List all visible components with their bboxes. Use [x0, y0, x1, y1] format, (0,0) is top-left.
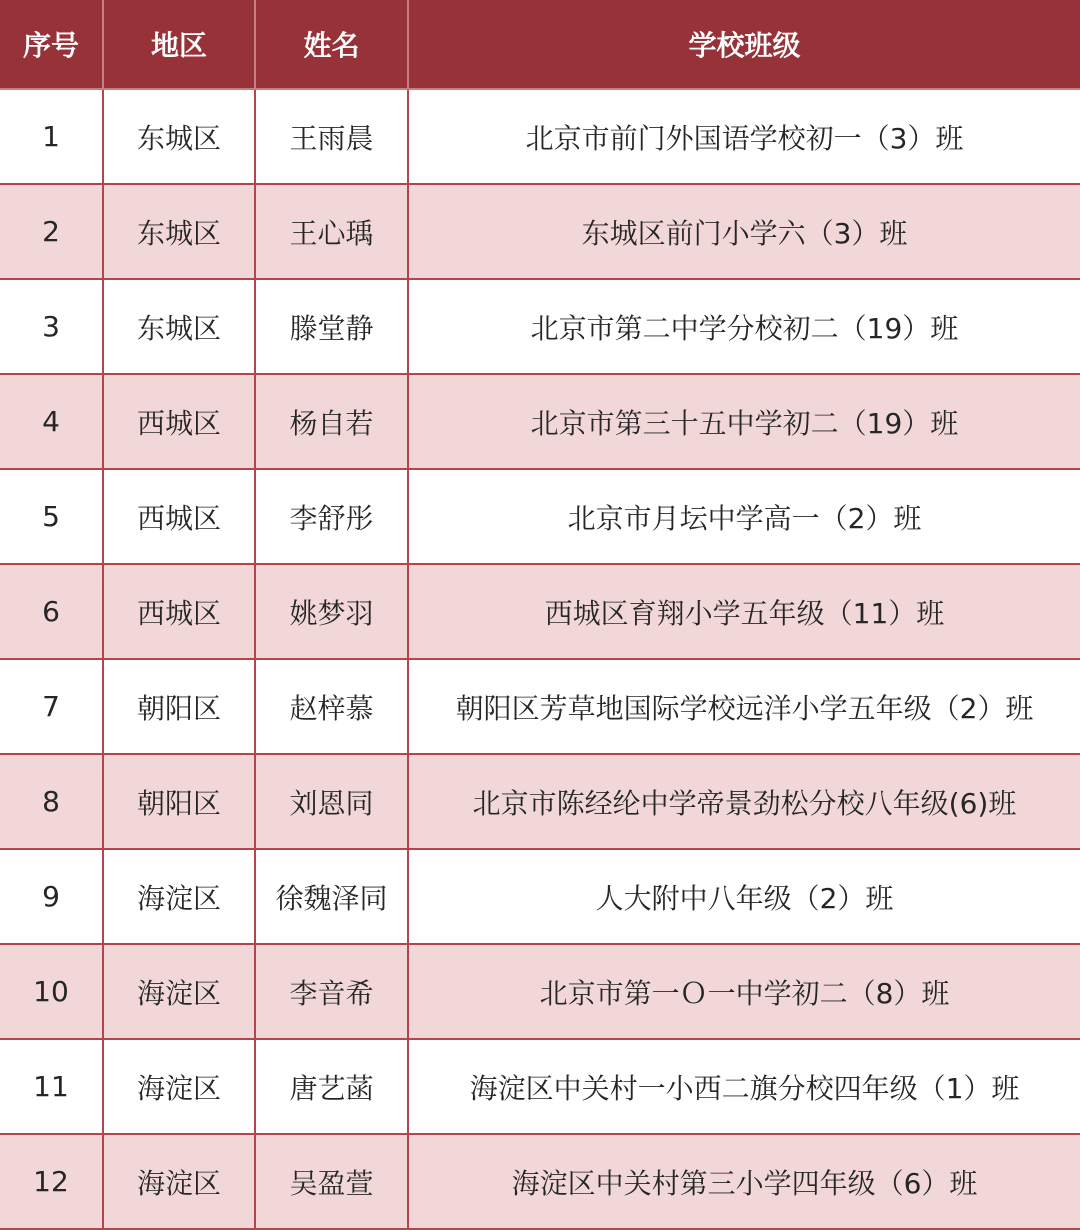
table-body — [0, 89, 1080, 1229]
cell-district: 东城区 — [103, 279, 255, 374]
cell-name: 赵梓慕 — [255, 659, 408, 754]
table-row — [0, 374, 1080, 469]
table-row — [0, 849, 1080, 944]
cell-school-class: 海淀区中关村一小西二旗分校四年级（1）班 — [408, 1039, 1080, 1134]
cell-number: 5 — [0, 469, 103, 564]
cell-school-class: 北京市第一Ｏ一中学初二（8）班 — [408, 944, 1080, 1039]
cell-district: 西城区 — [103, 374, 255, 469]
cell-number: 12 — [0, 1134, 103, 1229]
cell-school-class: 北京市前门外国语学校初一（3）班 — [408, 89, 1080, 184]
cell-district: 海淀区 — [103, 1039, 255, 1134]
cell-name: 徐魏泽同 — [255, 849, 408, 944]
cell-number: 1 — [0, 89, 103, 184]
cell-district: 东城区 — [103, 184, 255, 279]
cell-school-class: 北京市月坛中学高一（2）班 — [408, 469, 1080, 564]
header-name: 姓名 — [255, 0, 408, 89]
cell-district: 朝阳区 — [103, 754, 255, 849]
cell-name: 滕堂静 — [255, 279, 408, 374]
cell-name: 李舒彤 — [255, 469, 408, 564]
table-header-row — [0, 0, 1080, 89]
cell-number: 3 — [0, 279, 103, 374]
cell-name: 李音希 — [255, 944, 408, 1039]
table-row — [0, 279, 1080, 374]
table-row — [0, 1039, 1080, 1134]
table-row — [0, 564, 1080, 659]
cell-name: 王心瑀 — [255, 184, 408, 279]
cell-name: 吴盈萱 — [255, 1134, 408, 1229]
table-row — [0, 184, 1080, 279]
cell-district: 西城区 — [103, 469, 255, 564]
cell-number: 9 — [0, 849, 103, 944]
cell-school-class: 北京市第二中学分校初二（19）班 — [408, 279, 1080, 374]
cell-district: 海淀区 — [103, 1134, 255, 1229]
cell-name: 刘恩同 — [255, 754, 408, 849]
header-number: 序号 — [0, 0, 103, 89]
table-row — [0, 659, 1080, 754]
table-row — [0, 1134, 1080, 1229]
cell-district: 西城区 — [103, 564, 255, 659]
table-row — [0, 89, 1080, 184]
cell-school-class: 北京市陈经纶中学帝景劲松分校八年级(6)班 — [408, 754, 1080, 849]
cell-district: 东城区 — [103, 89, 255, 184]
cell-school-class: 海淀区中关村第三小学四年级（6）班 — [408, 1134, 1080, 1229]
cell-school-class: 西城区育翔小学五年级（11）班 — [408, 564, 1080, 659]
cell-district: 海淀区 — [103, 849, 255, 944]
cell-school-class: 东城区前门小学六（3）班 — [408, 184, 1080, 279]
cell-number: 6 — [0, 564, 103, 659]
header-district: 地区 — [103, 0, 255, 89]
cell-name: 姚梦羽 — [255, 564, 408, 659]
cell-number: 2 — [0, 184, 103, 279]
cell-name: 杨自若 — [255, 374, 408, 469]
table-row — [0, 469, 1080, 564]
cell-school-class: 人大附中八年级（2）班 — [408, 849, 1080, 944]
cell-school-class: 北京市第三十五中学初二（19）班 — [408, 374, 1080, 469]
table-row — [0, 944, 1080, 1039]
table-row — [0, 754, 1080, 849]
cell-district: 海淀区 — [103, 944, 255, 1039]
cell-number: 4 — [0, 374, 103, 469]
cell-district: 朝阳区 — [103, 659, 255, 754]
cell-number: 11 — [0, 1039, 103, 1134]
header-school-class: 学校班级 — [408, 0, 1080, 89]
cell-number: 7 — [0, 659, 103, 754]
cell-school-class: 朝阳区芳草地国际学校远洋小学五年级（2）班 — [408, 659, 1080, 754]
cell-number: 8 — [0, 754, 103, 849]
cell-name: 唐艺菡 — [255, 1039, 408, 1134]
cell-number: 10 — [0, 944, 103, 1039]
cell-name: 王雨晨 — [255, 89, 408, 184]
